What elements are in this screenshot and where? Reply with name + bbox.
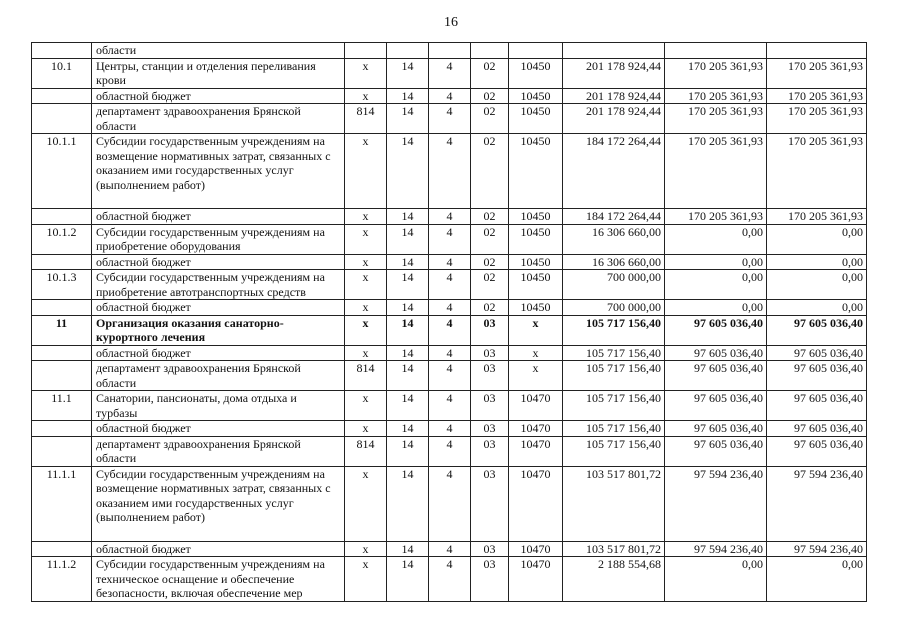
subsection-code-cell: 4 bbox=[429, 104, 471, 134]
item-code-cell: 10450 bbox=[509, 58, 563, 88]
admin-code-cell: х bbox=[345, 254, 387, 270]
amount-year2-cell: 97 605 036,40 bbox=[665, 315, 767, 345]
amount-year1-cell: 201 178 924,44 bbox=[563, 58, 665, 88]
description-cell: областной бюджет bbox=[92, 421, 345, 437]
amount-year3-cell: 0,00 bbox=[767, 300, 867, 316]
program-code-cell: 03 bbox=[471, 436, 509, 466]
table-row bbox=[32, 224, 867, 254]
program-code-cell: 02 bbox=[471, 58, 509, 88]
amount-year2-cell: 170 205 361,93 bbox=[665, 209, 767, 225]
table-row bbox=[32, 557, 867, 602]
program-code-cell: 02 bbox=[471, 209, 509, 225]
admin-code-cell: х bbox=[345, 58, 387, 88]
row-number-cell bbox=[32, 421, 92, 437]
program-code-cell: 02 bbox=[471, 104, 509, 134]
subsection-code-cell: 4 bbox=[429, 224, 471, 254]
amount-year3-cell: 97 605 036,40 bbox=[767, 421, 867, 437]
table-row bbox=[32, 421, 867, 437]
item-code-cell: 10470 bbox=[509, 391, 563, 421]
admin-code-cell: х bbox=[345, 134, 387, 209]
item-code-cell: 10470 bbox=[509, 541, 563, 557]
section-code-cell: 14 bbox=[387, 391, 429, 421]
section-code-cell: 14 bbox=[387, 541, 429, 557]
amount-year3-cell: 170 205 361,93 bbox=[767, 134, 867, 209]
section-code-cell: 14 bbox=[387, 209, 429, 225]
section-code-cell: 14 bbox=[387, 345, 429, 361]
amount-year2-cell: 0,00 bbox=[665, 557, 767, 602]
section-code-cell: 14 bbox=[387, 421, 429, 437]
admin-code-cell: х bbox=[345, 541, 387, 557]
item-code-cell: 10450 bbox=[509, 224, 563, 254]
amount-year3-cell: 170 205 361,93 bbox=[767, 104, 867, 134]
amount-year2-cell: 0,00 bbox=[665, 254, 767, 270]
amount-year3-cell: 97 605 036,40 bbox=[767, 436, 867, 466]
subsection-code-cell: 4 bbox=[429, 361, 471, 391]
program-code-cell: 02 bbox=[471, 224, 509, 254]
section-code-cell: 14 bbox=[387, 58, 429, 88]
subsection-code-cell: 4 bbox=[429, 300, 471, 316]
program-code-cell bbox=[471, 43, 509, 59]
description-cell: Организация оказания санаторно-курортного лечения bbox=[92, 315, 345, 345]
item-code-cell: 10450 bbox=[509, 300, 563, 316]
description-cell: Субсидии государственным учреждениям на приобретение оборудования bbox=[92, 224, 345, 254]
amount-year3-cell: 170 205 361,93 bbox=[767, 58, 867, 88]
section-code-cell: 14 bbox=[387, 436, 429, 466]
amount-year2-cell: 0,00 bbox=[665, 270, 767, 300]
table-row bbox=[32, 391, 867, 421]
section-code-cell: 14 bbox=[387, 254, 429, 270]
subsection-code-cell: 4 bbox=[429, 466, 471, 541]
table-row bbox=[32, 134, 867, 209]
amount-year1-cell: 184 172 264,44 bbox=[563, 134, 665, 209]
amount-year1-cell: 105 717 156,40 bbox=[563, 361, 665, 391]
section-code-cell: 14 bbox=[387, 466, 429, 541]
budget-table bbox=[31, 42, 867, 602]
section-code-cell: 14 bbox=[387, 224, 429, 254]
item-code-cell: 10450 bbox=[509, 134, 563, 209]
description-cell: департамент здравоохранения Брянской области bbox=[92, 104, 345, 134]
amount-year2-cell bbox=[665, 43, 767, 59]
row-number-cell: 10.1.3 bbox=[32, 270, 92, 300]
item-code-cell: 10450 bbox=[509, 270, 563, 300]
subsection-code-cell: 4 bbox=[429, 88, 471, 104]
table-row bbox=[32, 300, 867, 316]
amount-year3-cell: 0,00 bbox=[767, 557, 867, 602]
amount-year1-cell: 103 517 801,72 bbox=[563, 466, 665, 541]
row-number-cell bbox=[32, 436, 92, 466]
amount-year3-cell: 170 205 361,93 bbox=[767, 88, 867, 104]
description-cell: Субсидии государственным учреждениям на техническое оснащение и обеспечение безопасности, включая обеспечение мер bbox=[92, 557, 345, 602]
description-cell: областной бюджет bbox=[92, 88, 345, 104]
amount-year3-cell: 97 605 036,40 bbox=[767, 391, 867, 421]
amount-year1-cell: 105 717 156,40 bbox=[563, 345, 665, 361]
table-row bbox=[32, 436, 867, 466]
admin-code-cell: х bbox=[345, 300, 387, 316]
program-code-cell: 03 bbox=[471, 421, 509, 437]
subsection-code-cell bbox=[429, 43, 471, 59]
row-number-cell bbox=[32, 361, 92, 391]
admin-code-cell: х bbox=[345, 557, 387, 602]
amount-year1-cell: 2 188 554,68 bbox=[563, 557, 665, 602]
subsection-code-cell: 4 bbox=[429, 557, 471, 602]
subsection-code-cell: 4 bbox=[429, 421, 471, 437]
amount-year2-cell: 170 205 361,93 bbox=[665, 104, 767, 134]
table-row bbox=[32, 254, 867, 270]
program-code-cell: 02 bbox=[471, 270, 509, 300]
item-code-cell: 10450 bbox=[509, 88, 563, 104]
row-number-cell: 10.1.2 bbox=[32, 224, 92, 254]
item-code-cell: 10470 bbox=[509, 557, 563, 602]
table-row bbox=[32, 466, 867, 541]
program-code-cell: 03 bbox=[471, 391, 509, 421]
section-code-cell: 14 bbox=[387, 300, 429, 316]
amount-year2-cell: 97 594 236,40 bbox=[665, 541, 767, 557]
page-number: 16 bbox=[444, 15, 458, 30]
item-code-cell: 10470 bbox=[509, 421, 563, 437]
amount-year1-cell: 16 306 660,00 bbox=[563, 254, 665, 270]
program-code-cell: 03 bbox=[471, 557, 509, 602]
admin-code-cell: 814 bbox=[345, 436, 387, 466]
subsection-code-cell: 4 bbox=[429, 345, 471, 361]
amount-year2-cell: 97 605 036,40 bbox=[665, 361, 767, 391]
section-code-cell: 14 bbox=[387, 361, 429, 391]
item-code-cell: 10470 bbox=[509, 436, 563, 466]
item-code-cell: 10470 bbox=[509, 466, 563, 541]
table-row bbox=[32, 104, 867, 134]
row-number-cell bbox=[32, 43, 92, 59]
amount-year1-cell: 16 306 660,00 bbox=[563, 224, 665, 254]
subsection-code-cell: 4 bbox=[429, 134, 471, 209]
amount-year2-cell: 170 205 361,93 bbox=[665, 134, 767, 209]
row-number-cell: 10.1 bbox=[32, 58, 92, 88]
section-code-cell: 14 bbox=[387, 88, 429, 104]
amount-year3-cell: 97 594 236,40 bbox=[767, 466, 867, 541]
admin-code-cell: 814 bbox=[345, 361, 387, 391]
description-cell: области bbox=[92, 43, 345, 59]
admin-code-cell bbox=[345, 43, 387, 59]
admin-code-cell: х bbox=[345, 345, 387, 361]
section-code-cell bbox=[387, 43, 429, 59]
program-code-cell: 03 bbox=[471, 315, 509, 345]
amount-year1-cell: 184 172 264,44 bbox=[563, 209, 665, 225]
description-cell: областной бюджет bbox=[92, 300, 345, 316]
amount-year3-cell: 97 605 036,40 bbox=[767, 345, 867, 361]
item-code-cell bbox=[509, 43, 563, 59]
section-code-cell: 14 bbox=[387, 104, 429, 134]
table-row bbox=[32, 58, 867, 88]
row-number-cell bbox=[32, 209, 92, 225]
table-row bbox=[32, 541, 867, 557]
amount-year2-cell: 0,00 bbox=[665, 300, 767, 316]
description-cell: областной бюджет bbox=[92, 209, 345, 225]
item-code-cell: 10450 bbox=[509, 104, 563, 134]
table-row bbox=[32, 270, 867, 300]
subsection-code-cell: 4 bbox=[429, 58, 471, 88]
amount-year2-cell: 97 605 036,40 bbox=[665, 436, 767, 466]
description-cell: Субсидии государственным учреждениям на возмещение нормативных затрат, связанных с оказанием ими государственных услуг (выполнением работ) bbox=[92, 134, 345, 209]
amount-year3-cell: 0,00 bbox=[767, 270, 867, 300]
amount-year2-cell: 97 605 036,40 bbox=[665, 345, 767, 361]
description-cell: областной бюджет bbox=[92, 254, 345, 270]
row-number-cell bbox=[32, 345, 92, 361]
amount-year2-cell: 170 205 361,93 bbox=[665, 88, 767, 104]
table-row bbox=[32, 315, 867, 345]
row-number-cell bbox=[32, 254, 92, 270]
row-number-cell: 10.1.1 bbox=[32, 134, 92, 209]
program-code-cell: 03 bbox=[471, 361, 509, 391]
row-number-cell: 11.1.1 bbox=[32, 466, 92, 541]
amount-year3-cell: 97 594 236,40 bbox=[767, 541, 867, 557]
amount-year1-cell: 105 717 156,40 bbox=[563, 436, 665, 466]
row-number-cell: 11.1.2 bbox=[32, 557, 92, 602]
description-cell: Субсидии государственным учреждениям на возмещение нормативных затрат, связанных с оказанием ими государственных услуг (выполнением работ) bbox=[92, 466, 345, 541]
budget-table-body bbox=[32, 43, 867, 602]
amount-year1-cell: 105 717 156,40 bbox=[563, 315, 665, 345]
admin-code-cell: х bbox=[345, 391, 387, 421]
item-code-cell: х bbox=[509, 345, 563, 361]
subsection-code-cell: 4 bbox=[429, 391, 471, 421]
table-row bbox=[32, 43, 867, 59]
amount-year2-cell: 97 605 036,40 bbox=[665, 391, 767, 421]
subsection-code-cell: 4 bbox=[429, 315, 471, 345]
amount-year1-cell: 105 717 156,40 bbox=[563, 391, 665, 421]
row-number-cell: 11 bbox=[32, 315, 92, 345]
description-cell: Субсидии государственным учреждениям на приобретение автотранспортных средств bbox=[92, 270, 345, 300]
subsection-code-cell: 4 bbox=[429, 436, 471, 466]
table-row bbox=[32, 209, 867, 225]
amount-year1-cell: 201 178 924,44 bbox=[563, 88, 665, 104]
subsection-code-cell: 4 bbox=[429, 254, 471, 270]
description-cell: Центры, станции и отделения переливания крови bbox=[92, 58, 345, 88]
admin-code-cell: 814 bbox=[345, 104, 387, 134]
program-code-cell: 02 bbox=[471, 254, 509, 270]
amount-year3-cell: 0,00 bbox=[767, 224, 867, 254]
row-number-cell bbox=[32, 300, 92, 316]
amount-year3-cell: 97 605 036,40 bbox=[767, 361, 867, 391]
section-code-cell: 14 bbox=[387, 134, 429, 209]
amount-year3-cell: 0,00 bbox=[767, 254, 867, 270]
table-row bbox=[32, 361, 867, 391]
section-code-cell: 14 bbox=[387, 315, 429, 345]
subsection-code-cell: 4 bbox=[429, 270, 471, 300]
program-code-cell: 02 bbox=[471, 134, 509, 209]
amount-year1-cell: 105 717 156,40 bbox=[563, 421, 665, 437]
description-cell: департамент здравоохранения Брянской области bbox=[92, 436, 345, 466]
subsection-code-cell: 4 bbox=[429, 541, 471, 557]
description-cell: департамент здравоохранения Брянской области bbox=[92, 361, 345, 391]
section-code-cell: 14 bbox=[387, 270, 429, 300]
amount-year1-cell: 201 178 924,44 bbox=[563, 104, 665, 134]
description-cell: областной бюджет bbox=[92, 345, 345, 361]
admin-code-cell: х bbox=[345, 421, 387, 437]
admin-code-cell: х bbox=[345, 209, 387, 225]
subsection-code-cell: 4 bbox=[429, 209, 471, 225]
table-row bbox=[32, 88, 867, 104]
amount-year1-cell: 700 000,00 bbox=[563, 300, 665, 316]
row-number-cell bbox=[32, 541, 92, 557]
program-code-cell: 03 bbox=[471, 345, 509, 361]
item-code-cell: х bbox=[509, 361, 563, 391]
admin-code-cell: х bbox=[345, 315, 387, 345]
item-code-cell: 10450 bbox=[509, 209, 563, 225]
description-cell: областной бюджет bbox=[92, 541, 345, 557]
admin-code-cell: х bbox=[345, 88, 387, 104]
amount-year2-cell: 97 605 036,40 bbox=[665, 421, 767, 437]
table-row bbox=[32, 345, 867, 361]
admin-code-cell: х bbox=[345, 270, 387, 300]
item-code-cell: 10450 bbox=[509, 254, 563, 270]
program-code-cell: 03 bbox=[471, 466, 509, 541]
amount-year1-cell: 103 517 801,72 bbox=[563, 541, 665, 557]
amount-year2-cell: 170 205 361,93 bbox=[665, 58, 767, 88]
row-number-cell bbox=[32, 88, 92, 104]
amount-year2-cell: 0,00 bbox=[665, 224, 767, 254]
amount-year1-cell: 700 000,00 bbox=[563, 270, 665, 300]
amount-year2-cell: 97 594 236,40 bbox=[665, 466, 767, 541]
program-code-cell: 03 bbox=[471, 541, 509, 557]
row-number-cell bbox=[32, 104, 92, 134]
item-code-cell: х bbox=[509, 315, 563, 345]
program-code-cell: 02 bbox=[471, 88, 509, 104]
amount-year3-cell: 170 205 361,93 bbox=[767, 209, 867, 225]
admin-code-cell: х bbox=[345, 466, 387, 541]
admin-code-cell: х bbox=[345, 224, 387, 254]
description-cell: Санатории, пансионаты, дома отдыха и турбазы bbox=[92, 391, 345, 421]
program-code-cell: 02 bbox=[471, 300, 509, 316]
amount-year3-cell: 97 605 036,40 bbox=[767, 315, 867, 345]
section-code-cell: 14 bbox=[387, 557, 429, 602]
amount-year3-cell bbox=[767, 43, 867, 59]
amount-year1-cell bbox=[563, 43, 665, 59]
row-number-cell: 11.1 bbox=[32, 391, 92, 421]
